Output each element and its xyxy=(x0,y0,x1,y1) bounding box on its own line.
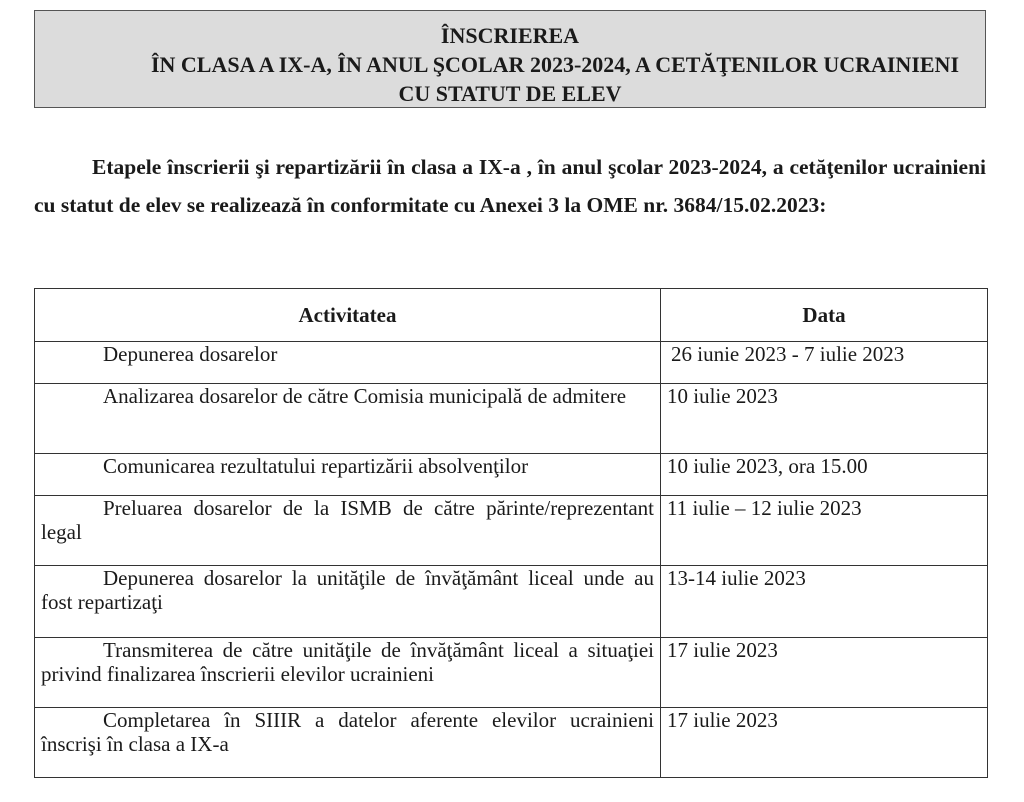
date-cell: 13-14 iulie 2023 xyxy=(661,566,988,638)
date-cell: 11 iulie – 12 iulie 2023 xyxy=(661,496,988,566)
activity-cell: Transmiterea de către unităţile de învăţământ liceal a situaţiei privind finalizarea înscrierii elevilor ucrainieni xyxy=(35,638,661,708)
table-header-row xyxy=(35,289,988,342)
activity-cell: Completarea în SIIIR a datelor aferente elevilor ucrainieni înscrişi în clasa a IX-a xyxy=(35,708,661,778)
activity-cell: Depunerea dosarelor la unităţile de învăţământ liceal unde au fost repartizaţi xyxy=(35,566,661,638)
intro-paragraph: Etapele înscrierii şi repartizării în clasa a IX-a , în anul şcolar 2023-2024, a cetăţenilor ucrainieni cu statut de elev se realizează în conformitate cu Anexei 3 la OME nr. 3684/15.02.2023: xyxy=(34,155,986,217)
column-header-date: Data xyxy=(661,289,988,342)
title-line-3: CU STATUT DE ELEV xyxy=(398,81,622,106)
schedule-table xyxy=(34,288,988,778)
title-line-1: ÎNSCRIEREA xyxy=(440,23,580,48)
table-row xyxy=(35,708,988,778)
date-cell: 26 iunie 2023 - 7 iulie 2023 xyxy=(661,342,988,384)
activity-cell: Comunicarea rezultatului repartizării absolvenţilor xyxy=(35,454,661,496)
activity-cell: Preluarea dosarelor de la ISMB de către părinte/reprezentant legal xyxy=(35,496,661,566)
activity-cell: Analizarea dosarelor de către Comisia municipală de admitere xyxy=(35,384,661,454)
date-cell: 17 iulie 2023 xyxy=(661,638,988,708)
activity-cell: Depunerea dosarelor xyxy=(35,342,661,384)
date-cell: 17 iulie 2023 xyxy=(661,708,988,778)
table-row xyxy=(35,566,988,638)
table-row xyxy=(35,342,988,384)
title-box xyxy=(34,10,986,108)
date-cell: 10 iulie 2023 xyxy=(661,384,988,454)
table-row xyxy=(35,638,988,708)
date-cell: 10 iulie 2023, ora 15.00 xyxy=(661,454,988,496)
table-row xyxy=(35,496,988,566)
table-row xyxy=(35,454,988,496)
table-row xyxy=(35,384,988,454)
column-header-activity: Activitatea xyxy=(35,289,661,342)
title-line-2: ÎN CLASA A IX-A, ÎN ANUL ŞCOLAR 2023-2024, A CETĂŢENILOR UCRAINIENI xyxy=(150,52,960,77)
